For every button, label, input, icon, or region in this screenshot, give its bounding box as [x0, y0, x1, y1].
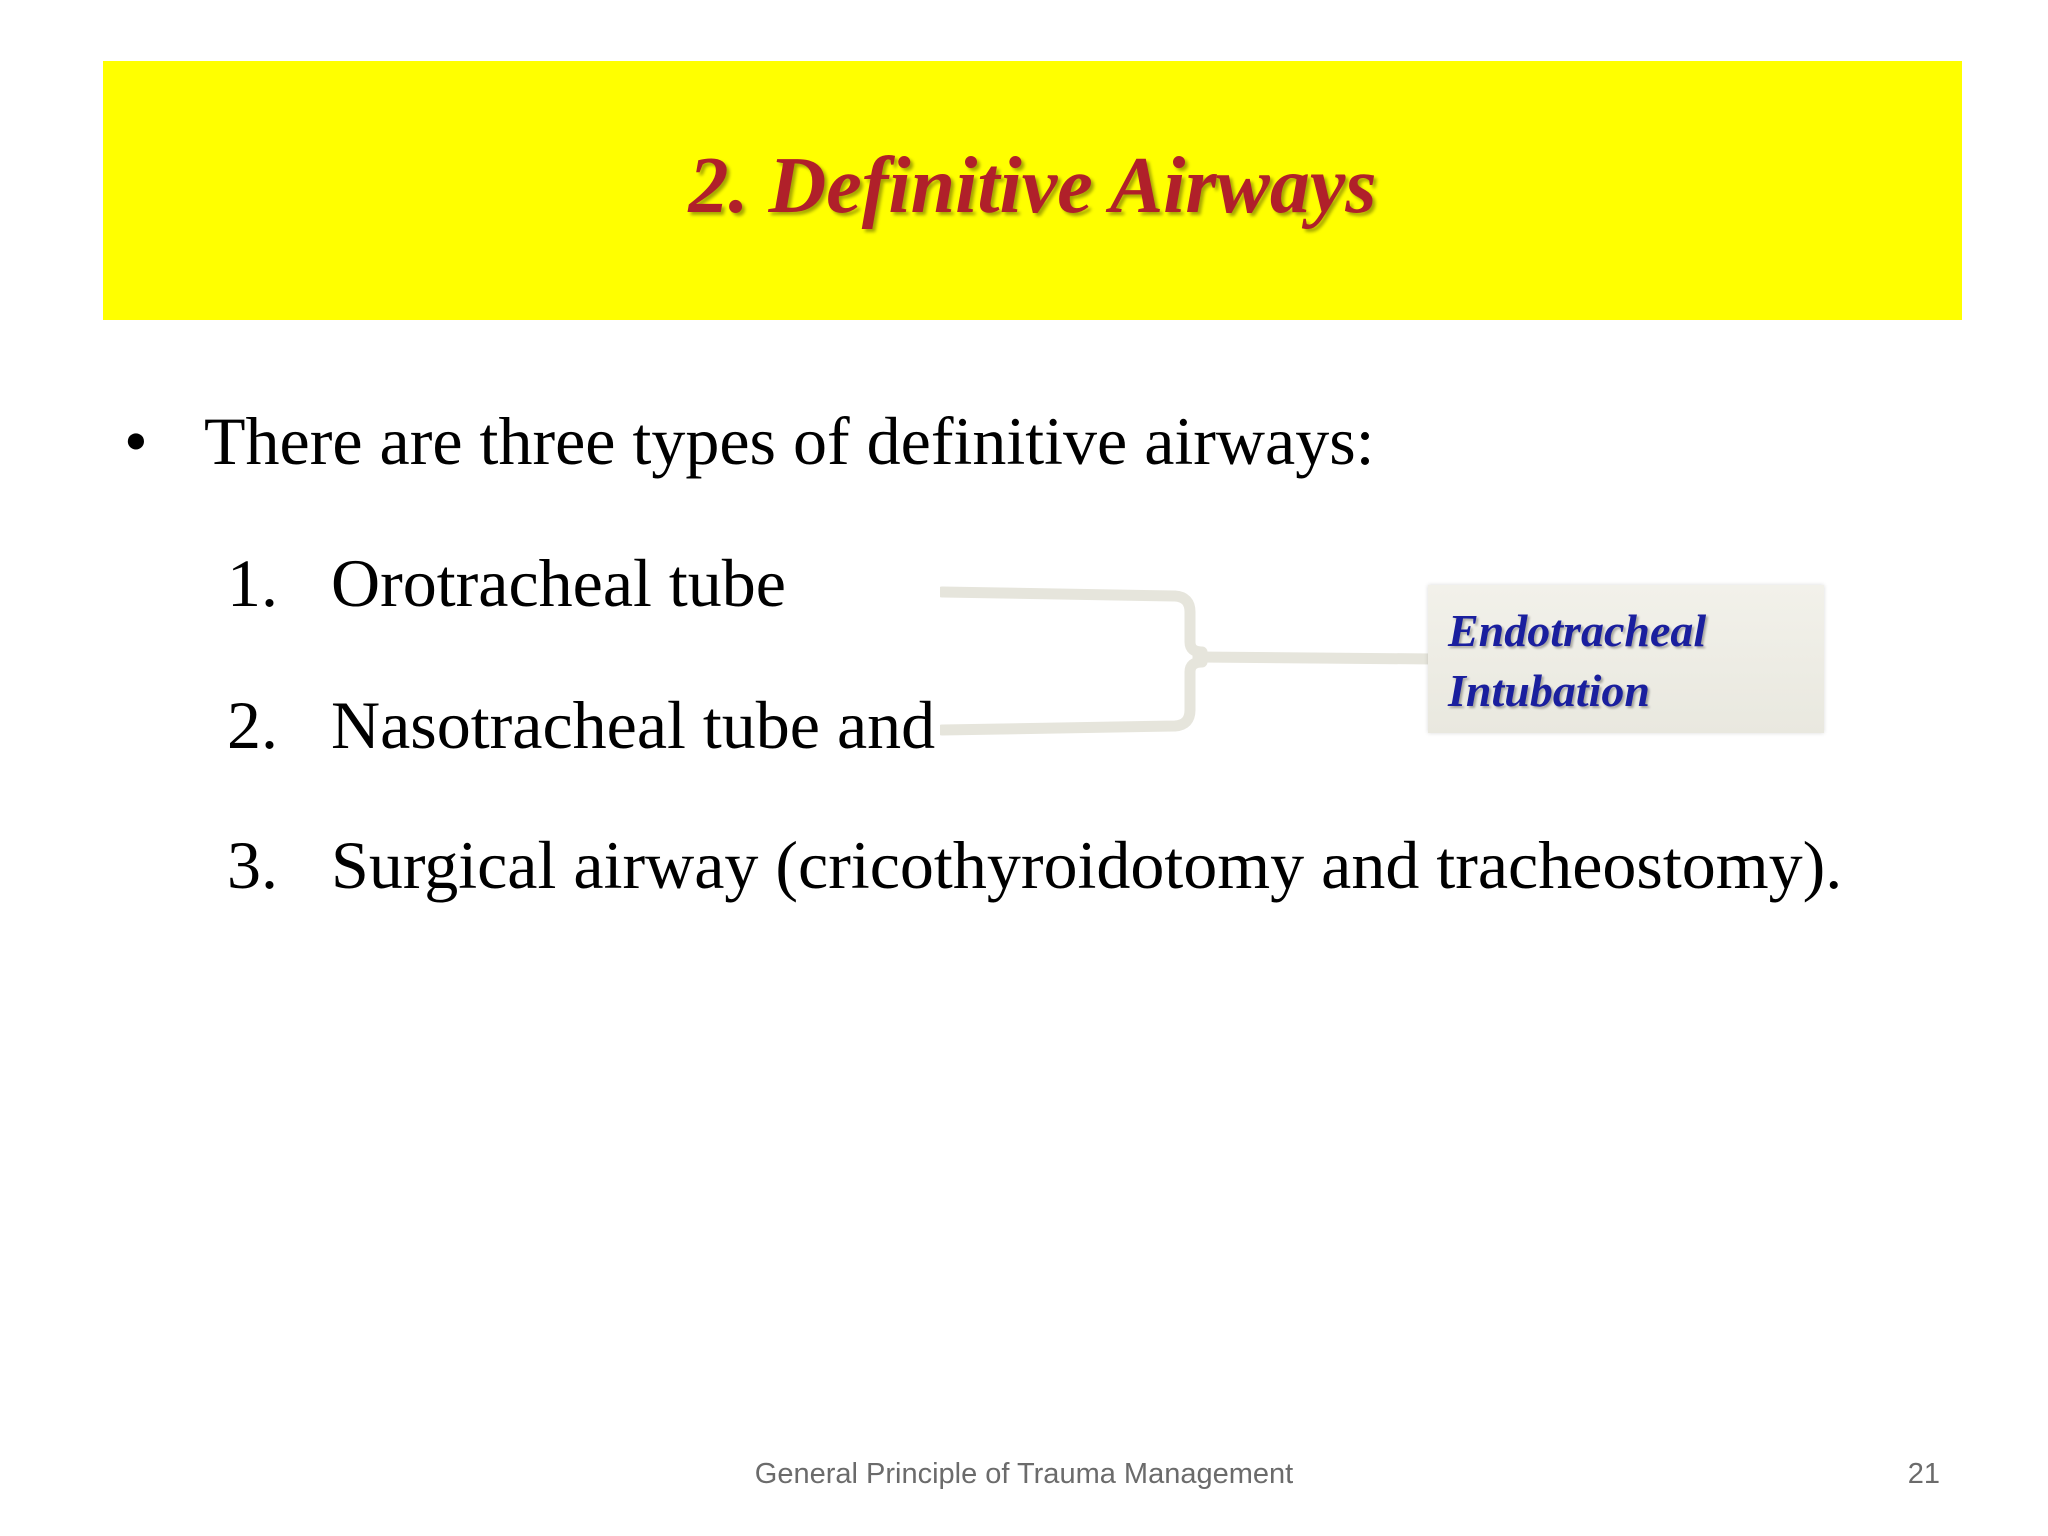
callout-line-2: Intubation [1448, 665, 1650, 716]
list-item-nasotracheal [227, 680, 935, 770]
slide-title: 2. Definitive Airways [688, 142, 1377, 230]
title-banner [103, 61, 1962, 320]
bracket-stem [1198, 657, 1435, 659]
bracket-bottom-arm [942, 662, 1202, 730]
list-item-orotracheal [227, 538, 786, 628]
bullet-text: There are three types of definitive airways: [204, 403, 1375, 479]
bullet-intro [124, 396, 1375, 486]
endotracheal-callout [1428, 585, 1824, 733]
list-number: 2. [227, 687, 278, 763]
bracket-top-arm [942, 592, 1202, 652]
bracket-connector [940, 580, 1440, 740]
bullet-marker: • [124, 403, 148, 479]
list-text: Surgical airway (cricothyroidotomy and tracheostomy). [331, 827, 1843, 903]
list-text: Nasotracheal tube and [331, 687, 936, 763]
list-text: Orotracheal tube [331, 545, 786, 621]
list-number: 3. [227, 827, 278, 903]
callout-line-1: Endotracheal [1448, 605, 1707, 656]
page-number: 21 [1907, 1458, 1940, 1490]
footer-title: General Principle of Trauma Management [754, 1458, 1294, 1490]
list-item-surgical [227, 820, 1842, 910]
list-number: 1. [227, 545, 278, 621]
